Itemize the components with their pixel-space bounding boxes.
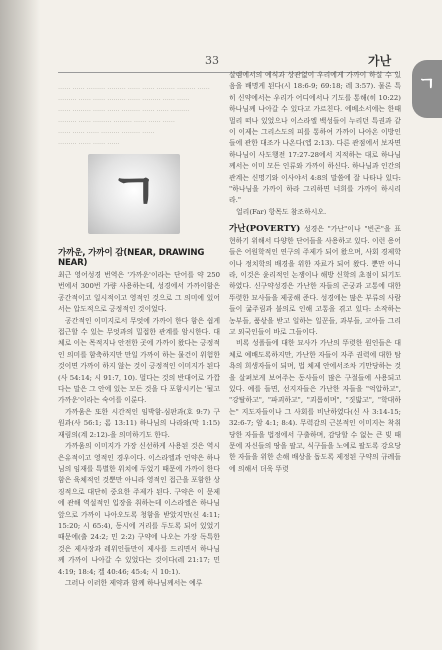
running-head: 가난 <box>368 54 392 68</box>
bleed-through-line: …… …… ……… ……… …… …… ……… ……… …… <box>58 84 210 91</box>
bleed-through-line: ……… …… …… ……… …… ……… …… …… <box>58 95 190 102</box>
entry-paragraph-poverty-lead <box>229 224 401 338</box>
entry-paragraph: 그러나 이러한 제약과 함께 하나님께서는 예루 <box>65 578 203 587</box>
entry-title-poverty: 가난(POVERTY) <box>229 224 301 235</box>
entry-paragraph: 비록 성폴들에 대한 묘사가 가난의 뚜렷한 원인들은 대체로 예배도록하지만, 가난한 자들이 자주 권력에 대한 탐욕의 희생자들이 되며, 법 체제 안에서조차 기만당하는 것을 살펴보게 보여주는 동사들이 많은 구절들에 사용되고 있다. 예를 들면, 선지자들은 가난한 자들을 "억압하고", "강탈하고", "파괴하고", "괴롭히며", "짓밟고", "학대하는" 지도자들이나 그 사회를 비난하였다(신 사 3:14-15; 32:6-7; 암 4:1; 8:4). 무력감의 근본적인 이미지는 착취당한 자들을 법정에서 구출하며, 감당할 수 없는 큰 빚 때문에 자신들의 땅을 팔고, 식구들을 노예로 팔도록 강요당한 자들을 위한 손해 배상을 돕도록 제정된 구약의 규례들에 의해서 더욱 뚜렷 <box>229 339 401 473</box>
section-letter: ㄱ <box>109 163 159 221</box>
bleed-through-line: ……… …… …… …… <box>58 139 120 146</box>
thumb-index-letter: ㄱ <box>418 74 436 95</box>
entry-paragraph: 살렘에서의 예식과 상관없이 우리에게 가까이 하실 수 있음을 배명게 된다(시 18:6-9; 69:18; 레 3:57). 물론 특히 신약에서는 우리가 어디에서나 기도를 통해(히 10:22) 하나님께 나아갈 수 있다고 가르친다. 에베소서에는 한때 멀리 떠나 있었으나 이스라엘 백성들이 누리던 특권과 같이 이제는 그리스도의 피를 통하여 가까이 나아온 이방인들에 관한 대조가 나온다(엡 2:13). 다른 관점에서 보자면 하나님이 사도행전 17:27-28에서 지적하는 대로 하나님께서는 이미 모든 인류와 가까이 하신다. 하나님과 인간의 관계는 신명기와 이사야서 4:8의 말씀에 잘 나타나 있다: "하나님을 가까이 하라 그리하면 너희를 가까이 하시리라." <box>229 71 401 205</box>
entry-paragraph: 가까움의 이미지가 가장 신선하게 사용된 것은 역시 은유적이고 영적인 경우이다. 이스라엘과 언약은 하나님의 임재를 특별한 위치에 두었기 때문에 가까이 한다 함은 육체적인 것뿐만 아니라 영적인 접근을 포함한 상징적으로 대단히 중요한 주제가 된다. 구약은 이 문제에 관해 역설적인 입장을 취하는데 이스라엘은 하나님 앞으로 가까이 나아오도록 청함을 받았지만(신 4:11; 15:20; 시 65:4), 동시에 거리를 두도록 되어 있었기 때문에(출 24:2; 민 2:2) 구약에 나오는 가장 독특한 것은 제사장과 레위인들만이 제사를 드리면서 하나님께 가까이 나아갈 수 있었다는 것이다(레 21:17; 민 4:19; 18:4; 겔 40:46; 45:4; 시 10:1). <box>58 442 220 576</box>
entry-paragraph: 가까움은 또한 시간적인 임박함-심판과(호 9:7) 구원과(사 56:1; 롬 13:11) 하나님의 나라와(막 1:15) 재림의(계 2:12)-을 의미하기도 한다. <box>58 407 220 439</box>
bleed-through-line: …… ……… …… …… ……… …… …… ……… <box>58 106 190 113</box>
entry-title-near: 가까운, 가까이 감(NEAR, DRAWING NEAR) <box>58 248 205 268</box>
entry-paragraph: 공간적인 이미지로서 무엇에 가까이 한다 함은 쉽게 접근할 수 있는 무엇과의 밀접한 관계를 암시한다. 대체로 이는 목적지나 안전한 곳에 가까이 왔다는 긍정적인 의미를 함축하지만 만일 가까이 하는 물건이 위험한 것이면 가까이 하지 않는 것이 긍정적인 이미지가 된다(사 54:14; 시 91:7, 10). 멀다는 것의 반대어로 가깝다는 말은 그 안에 있는 모든 것을 다 포함시키는 '될고 가까운'이라는 숙어를 이룬다. <box>58 316 220 405</box>
cross-reference: 얼리(Far) 항목도 참조하시오. <box>236 207 327 216</box>
section-emblem-box <box>88 154 180 234</box>
page-number: 33 <box>205 54 219 67</box>
bleed-through-line: …… …… …… ……… ……… …… <box>58 128 155 135</box>
page-binding-shadow <box>0 0 40 650</box>
bleed-through-line: ……… …… ……… ……… …… …… …… <box>58 117 175 124</box>
left-column <box>58 82 220 589</box>
entry-lead-text: 성경은 "가난"이나 "빈곤"을 표현하기 위해서 다양한 단어들을 사용하고 있다. 이런 용어들은 어원학적인 연구의 주제가 되어 왔으며, 사회 경제학이나 정치학의 배경을 위한 자료가 되어 왔다. 뿐만 아니라, 이것은 윤리적인 논쟁이나 해방 신학의 초점이 되기도 하였다. 신구약성경은 가난한 자들의 곤궁과 고통에 대한 뚜렷한 묘사들을 제공해 준다. 성경에는 많은 부류의 사람들이 굶주림과 불의로 인해 고통을 겪고 있다: 소작하는 농부들, 품삯을 받고 일하는 일꾼들, 과부들, 고아들 그리고 외국인들이 바로 그들이다. <box>229 225 401 336</box>
right-column <box>229 70 401 475</box>
section-emblem <box>58 148 220 232</box>
entry-paragraph: 최근 영어성경 번역은 '가까운'이라는 단어를 약 250번에서 300번 가량 사용하는데, 성경에서 가까이함은 공간적이고 일시적이고 영적인 것으로 그 의미에 있어서는 압도적으로 긍정적인 것이었다. <box>58 271 220 314</box>
